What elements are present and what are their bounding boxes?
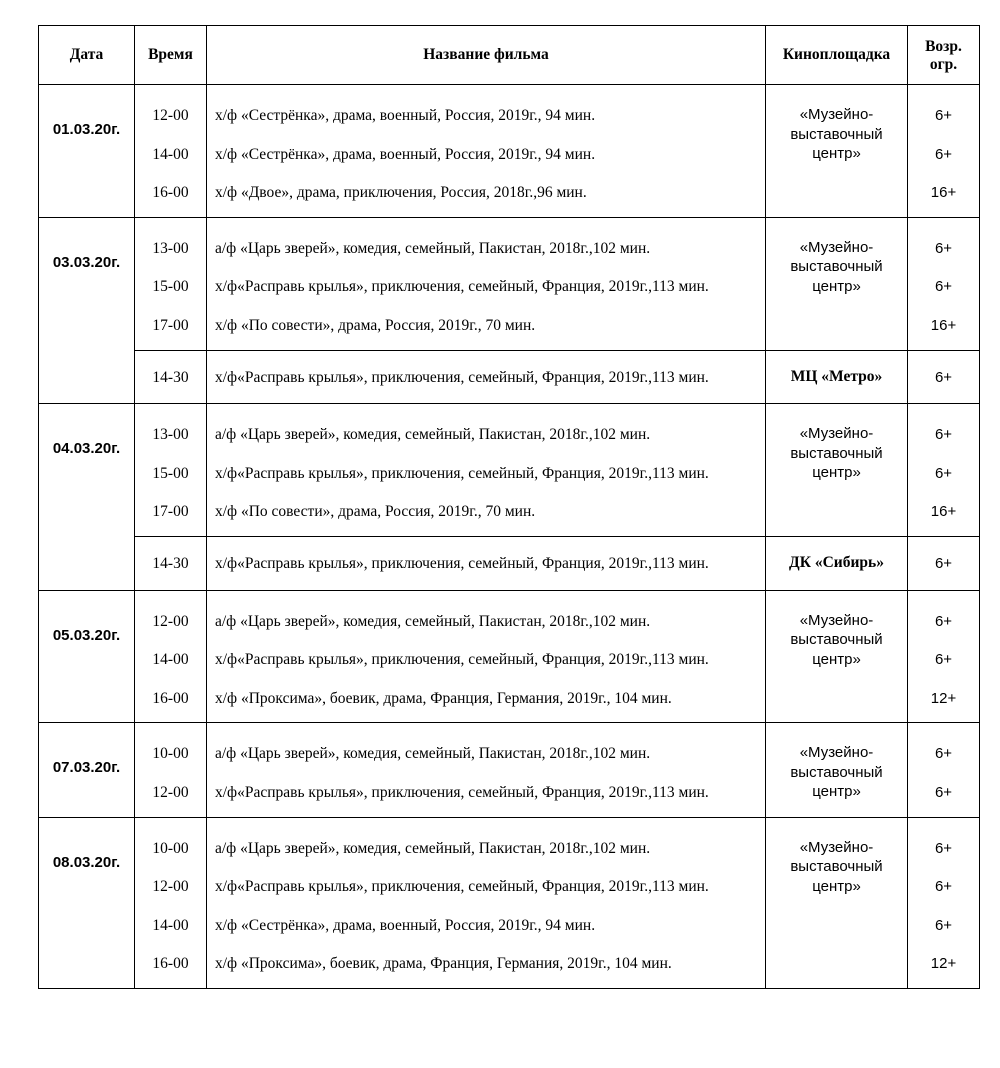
- film-title: х/ф «Проксима», боевик, драма, Франция, Германия, 2019г., 104 мин.: [215, 689, 672, 707]
- showtime: 16-00: [152, 184, 189, 202]
- age-rating: 16+: [930, 503, 957, 521]
- age-cell: [908, 404, 980, 537]
- header-age-line1: Возр.: [925, 38, 962, 55]
- date-text: 08.03.20г.: [52, 853, 121, 871]
- film-cell: [207, 590, 766, 723]
- time-cell: [135, 817, 207, 988]
- time-cell: [135, 590, 207, 723]
- venue-cell: [766, 817, 908, 988]
- header-age: [908, 26, 980, 85]
- film-cell: [207, 85, 766, 218]
- venue-cell: [766, 723, 908, 817]
- film-title: х/ф «Двое», драма, приключения, Россия, 2018г.,96 мин.: [215, 184, 587, 202]
- age-rating: 6+: [934, 916, 953, 934]
- venue-line: «Музейно-: [799, 744, 874, 762]
- schedule-row: [39, 536, 980, 590]
- venue-cell: [766, 217, 908, 350]
- showtime: 12-00: [152, 878, 189, 896]
- age-cell: [908, 85, 980, 218]
- venue-line: выставочный: [790, 444, 883, 462]
- venue-line: «Музейно-: [799, 106, 874, 123]
- age-rating: 12+: [930, 955, 957, 973]
- film-title: х/ф «Сестрёнка», драма, военный, Россия, 2019г., 94 мин.: [215, 107, 596, 124]
- film-title: х/ф «Сестрёнка», драма, военный, Россия, 2019г., 94 мин.: [215, 916, 596, 934]
- film-title: х/ф «По совести», драма, Россия, 2019г., 70 мин.: [215, 316, 536, 334]
- schedule-body: [39, 85, 980, 989]
- date-text: 04.03.20г.: [52, 440, 121, 458]
- film-title: а/ф «Царь зверей», комедия, семейный, Пакистан, 2018г.,102 мин.: [215, 839, 651, 857]
- age-cell: [908, 217, 980, 350]
- film-title: х/ф«Расправь крылья», приключения, семейный, Франция, 2019г.,113 мин.: [215, 368, 709, 386]
- age-rating: 6+: [934, 783, 953, 801]
- film-cell: [207, 536, 766, 590]
- schedule-row: [39, 217, 980, 350]
- age-cell: [908, 350, 980, 404]
- film-title: х/ф «По совести», драма, Россия, 2019г., 70 мин.: [215, 503, 536, 521]
- age-cell: [908, 536, 980, 590]
- venue-line: центр»: [812, 464, 861, 482]
- venue-line: «Музейно-: [799, 838, 874, 856]
- showtime: 14-30: [152, 368, 189, 386]
- time-cell: [135, 404, 207, 537]
- date-cell: [39, 723, 135, 817]
- age-rating: 16+: [930, 184, 957, 202]
- age-rating: 6+: [934, 651, 953, 669]
- time-cell: [135, 350, 207, 404]
- date-cell: [39, 404, 135, 590]
- film-cell: [207, 723, 766, 817]
- date-cell: [39, 85, 135, 218]
- venue-cell: МЦ «Метро»: [766, 350, 908, 404]
- schedule-row: [39, 590, 980, 723]
- film-title: х/ф «Сестрёнка», драма, военный, Россия, 2019г., 94 мин.: [215, 145, 596, 163]
- schedule-table: [38, 25, 980, 989]
- venue-line: центр»: [812, 277, 861, 295]
- age-rating: 6+: [934, 145, 953, 163]
- date-text: 05.03.20г.: [52, 626, 121, 644]
- venue-line: выставочный: [790, 125, 883, 143]
- film-title: а/ф «Царь зверей», комедия, семейный, Пакистан, 2018г.,102 мин.: [215, 745, 651, 763]
- age-rating: 12+: [930, 689, 957, 707]
- film-title: х/ф «Проксима», боевик, драма, Франция, Германия, 2019г., 104 мин.: [215, 955, 672, 973]
- showtime: 14-00: [152, 145, 189, 163]
- showtime: 16-00: [152, 689, 189, 707]
- header-row: [39, 26, 980, 85]
- schedule-row: [39, 85, 980, 218]
- schedule-row: [39, 817, 980, 988]
- film-cell: [207, 404, 766, 537]
- showtime: 17-00: [152, 503, 189, 521]
- film-title: х/ф«Расправь крылья», приключения, семейный, Франция, 2019г.,113 мин.: [215, 783, 709, 801]
- age-rating: 6+: [934, 554, 953, 572]
- header-venue: Киноплощадка: [766, 26, 908, 85]
- date-cell: [39, 217, 135, 403]
- time-cell: [135, 536, 207, 590]
- film-cell: [207, 817, 766, 988]
- venue-line: «Музейно-: [799, 425, 874, 443]
- venue-line: «Музейно-: [799, 238, 874, 256]
- date-cell: [39, 817, 135, 988]
- film-title: х/ф«Расправь крылья», приключения, семейный, Франция, 2019г.,113 мин.: [215, 651, 709, 669]
- film-title: а/ф «Царь зверей», комедия, семейный, Пакистан, 2018г.,102 мин.: [215, 426, 651, 444]
- film-cell: [207, 350, 766, 404]
- showtime: 14-00: [152, 916, 189, 934]
- venue-line: выставочный: [790, 631, 883, 649]
- schedule-row: [39, 404, 980, 537]
- showtime: 10-00: [152, 745, 189, 763]
- time-cell: [135, 217, 207, 350]
- film-cell: [207, 217, 766, 350]
- film-title: х/ф«Расправь крылья», приключения, семейный, Франция, 2019г.,113 мин.: [215, 554, 709, 572]
- venue-cell: [766, 590, 908, 723]
- age-rating: 6+: [934, 745, 953, 763]
- venue-cell: [766, 404, 908, 537]
- age-rating: 6+: [934, 239, 953, 257]
- schedule-page: [38, 25, 979, 989]
- film-title: а/ф «Царь зверей», комедия, семейный, Пакистан, 2018г.,102 мин.: [215, 239, 651, 257]
- film-title: х/ф«Расправь крылья», приключения, семейный, Франция, 2019г.,113 мин.: [215, 878, 709, 896]
- date-cell: [39, 590, 135, 723]
- age-rating: 6+: [934, 278, 953, 296]
- showtime: 15-00: [152, 278, 189, 296]
- age-rating: 6+: [934, 878, 953, 896]
- showtime: 16-00: [152, 955, 189, 973]
- film-title: х/ф«Расправь крылья», приключения, семейный, Франция, 2019г.,113 мин.: [215, 278, 709, 296]
- date-text: 07.03.20г.: [52, 759, 121, 777]
- age-rating: 6+: [934, 839, 953, 857]
- venue-line: центр»: [812, 877, 861, 895]
- showtime: 10-00: [152, 839, 189, 857]
- showtime: 13-00: [152, 426, 189, 444]
- schedule-row: [39, 350, 980, 404]
- age-rating: 6+: [934, 612, 953, 630]
- film-title: а/ф «Царь зверей», комедия, семейный, Пакистан, 2018г.,102 мин.: [215, 612, 651, 630]
- venue-line: центр»: [812, 783, 861, 801]
- header-date: Дата: [39, 26, 135, 85]
- schedule-row: [39, 723, 980, 817]
- showtime: 17-00: [152, 316, 189, 334]
- age-rating: 6+: [934, 368, 953, 386]
- venue-line: выставочный: [790, 763, 883, 781]
- age-cell: [908, 590, 980, 723]
- age-cell: [908, 723, 980, 817]
- venue-cell: ДК «Сибирь»: [766, 536, 908, 590]
- venue-line: центр»: [812, 650, 861, 668]
- venue-cell: [766, 85, 908, 218]
- showtime: 13-00: [152, 239, 189, 257]
- time-cell: [135, 723, 207, 817]
- age-rating: 6+: [934, 464, 953, 482]
- date-text: 03.03.20г.: [52, 253, 121, 271]
- age-rating: 16+: [930, 316, 957, 334]
- film-title: х/ф«Расправь крылья», приключения, семейный, Франция, 2019г.,113 мин.: [215, 464, 709, 482]
- venue-line: выставочный: [790, 258, 883, 276]
- time-cell: [135, 85, 207, 218]
- date-text: 01.03.20г.: [52, 121, 121, 138]
- header-age-line2: огр.: [929, 56, 958, 73]
- age-cell: [908, 817, 980, 988]
- venue-line: «Музейно-: [799, 611, 874, 629]
- showtime: 12-00: [152, 107, 189, 124]
- venue-line: выставочный: [790, 858, 883, 875]
- age-rating: 6+: [934, 426, 953, 444]
- showtime: 14-00: [152, 651, 189, 669]
- header-time: Время: [135, 26, 207, 85]
- age-rating: 6+: [934, 107, 953, 124]
- showtime: 12-00: [152, 612, 189, 630]
- showtime: 14-30: [152, 554, 189, 572]
- showtime: 12-00: [152, 783, 189, 801]
- venue-line: центр»: [812, 145, 861, 162]
- header-film: Название фильма: [207, 26, 766, 85]
- showtime: 15-00: [152, 464, 189, 482]
